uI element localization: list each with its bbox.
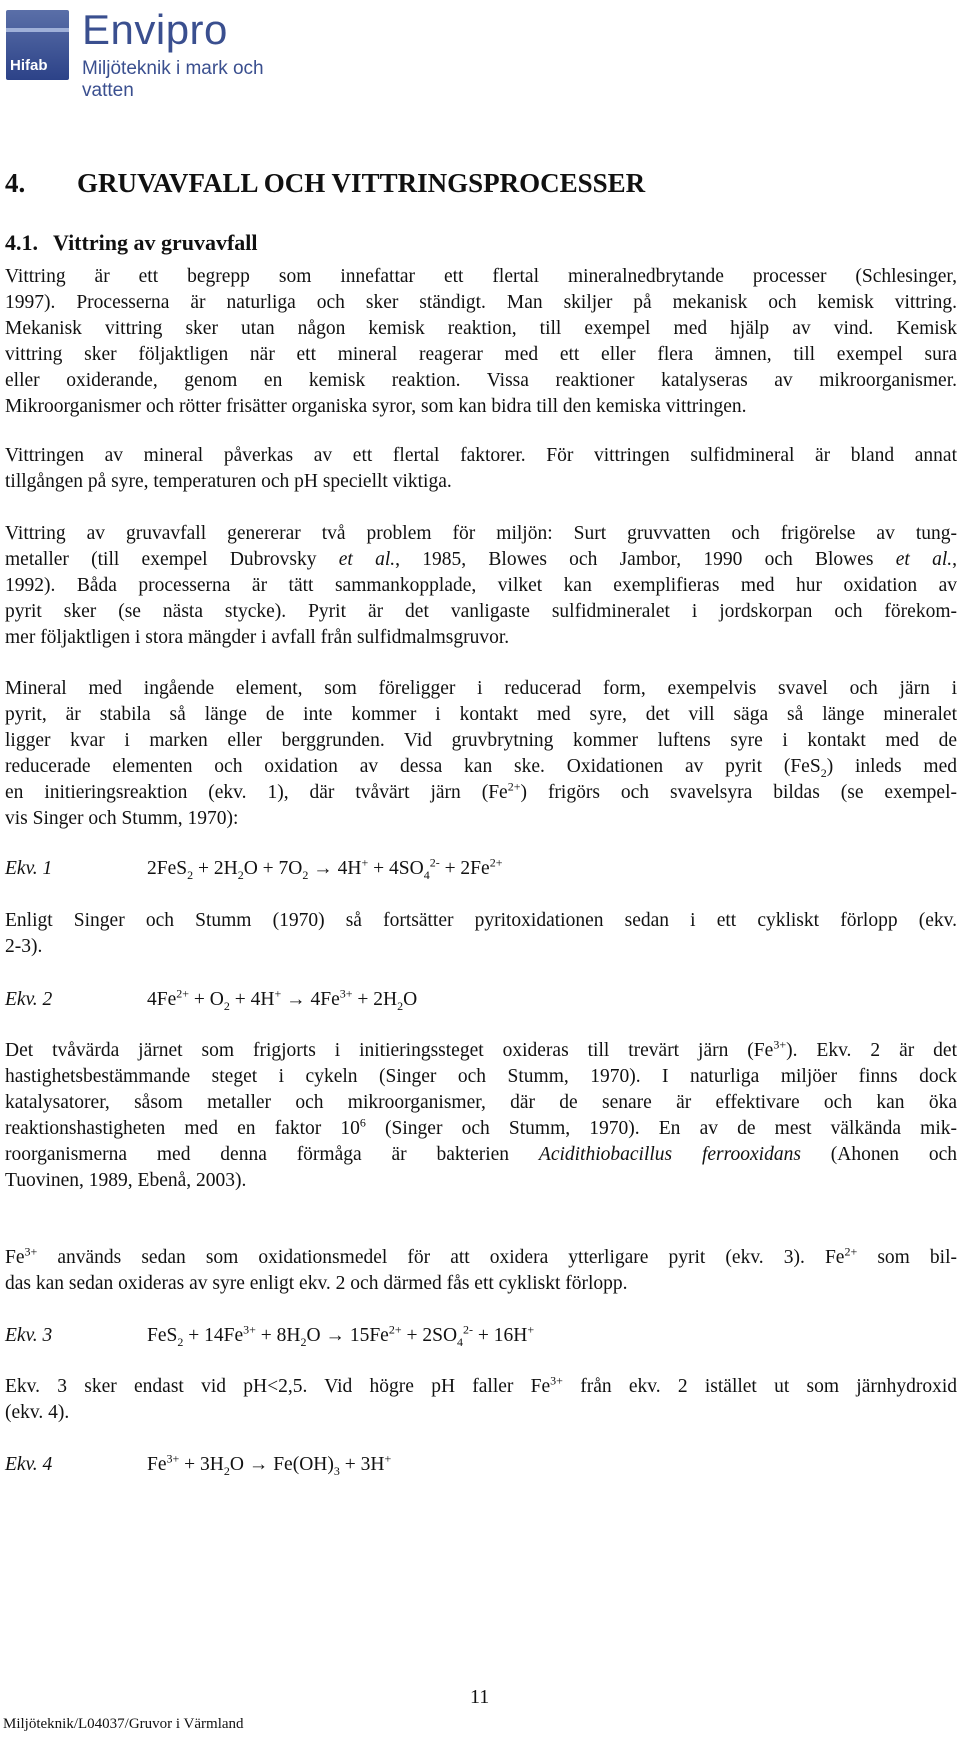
- hifab-logo-mark: [6, 10, 69, 80]
- paragraph-2: [5, 443, 957, 495]
- text-line: 1992). Båda processerna är tätt sammankopplade, vilket kan exemplifieras med hur oxidation av: [5, 575, 957, 596]
- text-line: Tuovinen, 1989, Ebenå, 2003).: [5, 1170, 247, 1191]
- text-line: mer följaktligen i stora mängder i avfall från sulfidmalmsgruvor.: [5, 627, 510, 648]
- paragraph-4: [5, 676, 957, 832]
- document-reference: Miljöteknik/L04037/Gruvor i Värmland: [3, 1716, 244, 1732]
- equation-formula: $Fe^{3+} + 3H_2O \to Fe(OH)_3 + 3H^+$: [147, 1451, 392, 1478]
- text-line: tillgången på syre, temperaturen och pH speciellt viktiga.: [5, 471, 452, 492]
- text-line: pyrit sker (se nästa stycke). Pyrit är det vanligaste sulfidmineralet i jordskorpan och förekom-: [5, 601, 957, 622]
- text-line: das kan sedan oxideras av syre enligt ekv. 2 och därmed fås ett cykliskt förlopp.: [5, 1273, 628, 1294]
- text-line: en initieringsreaktion (ekv. 1), där tvåvärt järn $(Fe^{2+})$ frigörs och svavelsyra bildas (se exempel-: [5, 779, 957, 803]
- text-line: hastighetsbestämmande steget i cykeln (Singer och Stumm, 1970). I naturliga miljöer finns dock: [5, 1066, 957, 1087]
- text-line: Mekanisk vittring sker utan någon kemisk reaktion, till exempel med hjälp av vind. Kemisk: [5, 318, 957, 339]
- equation-label: Ekv. 3: [5, 1325, 53, 1346]
- text-line: Det tvåvärda järnet som frigjorts i initieringssteget oxideras till trevärt järn $(Fe^{3+})$. Ekv. 2 är det: [5, 1037, 957, 1061]
- section-heading: [5, 168, 645, 199]
- equation-label: Ekv. 1: [5, 858, 53, 879]
- paragraph-6: [5, 1038, 957, 1194]
- paragraph-7: [5, 1245, 957, 1297]
- text-line: reaktionshastigheten med en faktor $10^6$ (Singer och Stumm, 1970). En av de mest välkända mik-: [5, 1115, 957, 1139]
- page-number: 11: [470, 1686, 490, 1708]
- equation-formula: $4Fe^{2+} + O_2 + 4H^+ \to 4Fe^{3+} + 2H_2O$: [147, 986, 418, 1013]
- text-line: reducerade elementen och oxidation av dessa kan ske. Oxidationen av pyrit (FeS$_2$) inleds med: [5, 756, 957, 780]
- text-line: $Fe^{3+}$ används sedan som oxidationsmedel för att oxidera ytterligare pyrit (ekv. 3). $Fe^{2+}$ som bil-: [5, 1244, 957, 1268]
- text-line: Ekv. 3 sker endast vid pH<2,5. Vid högre pH faller $Fe^{3+}$ från ekv. 2 istället ut som järnhydroxid: [5, 1373, 957, 1397]
- paragraph-3: [5, 521, 957, 651]
- text-line: eller oxiderande, genom en kemisk reaktion. Vissa reaktioner katalyseras av mikroorganismer.: [5, 370, 957, 391]
- equation-2: [5, 987, 705, 1013]
- equation-4: [5, 1452, 705, 1478]
- text-line: ligger kvar i marken eller berggrunden. Vid gruvbrytning kommer luftens syre i kontakt med de: [5, 730, 957, 751]
- paragraph-8: [5, 1374, 957, 1426]
- text-line: 2-3).: [5, 936, 43, 957]
- text-line: (ekv. 4).: [5, 1402, 70, 1423]
- text-line: Enligt Singer och Stumm (1970) så fortsätter pyritoxidationen sedan i ett cykliskt förlopp (ekv.: [5, 910, 957, 931]
- text-line: Vittring är ett begrepp som innefattar ett flertal mineralnedbrytande processer (Schlesinger,: [5, 266, 957, 287]
- paragraph-1: [5, 264, 957, 420]
- equation-formula: $2FeS_2 + 2H_2O + 7O_2 \to 4H^+ + 4SO_4^{2-} + 2Fe^{2+}$: [147, 855, 503, 882]
- equation-1: [5, 856, 705, 882]
- subsection-title: Vittring av gruvavfall: [53, 230, 258, 255]
- subsection-heading: [5, 230, 258, 256]
- equation-label: Ekv. 4: [5, 1454, 53, 1475]
- text-line: katalysatorer, såsom metaller och mikroorganismer, där de senare är effektivare och kan öka: [5, 1092, 957, 1113]
- text-line: vis Singer och Stumm, 1970):: [5, 808, 239, 829]
- equation-label: Ekv. 2: [5, 989, 53, 1010]
- text-line: 1997). Processerna är naturliga och sker ständigt. Man skiljer på mekanisk och kemisk vittring.: [5, 292, 957, 313]
- text-line: pyrit, är stabila så länge de inte kommer i kontakt med syre, det vill säga så länge mineralet: [5, 704, 957, 725]
- text-line: Vittring av gruvavfall genererar två problem för miljön: Surt gruvvatten och frigörelse av tung-: [5, 523, 957, 544]
- subsection-number: 4.1.: [5, 230, 38, 255]
- equation-formula: $FeS_2 + 14Fe^{3+} + 8H_2O \to 15Fe^{2+} + 2SO_4^{2-} + 16H^+$: [147, 1322, 535, 1349]
- company-logo: [6, 6, 306, 101]
- text-line: Mikroorganismer och rötter frisätter organiska syror, som kan bidra till den kemiska vittringen.: [5, 396, 747, 417]
- text-line: Mineral med ingående element, som föreligger i reducerad form, exempelvis svavel och järn i: [5, 678, 957, 699]
- logo-tagline: Miljöteknik i mark och vatten: [82, 58, 264, 101]
- text-line: roorganismerna med denna förmåga är bakterien Acidithiobacillus ferrooxidans (Ahonen och: [5, 1144, 958, 1165]
- text-line: Vittringen av mineral påverkas av ett flertal faktorer. För vittringen sulfidmineral är bland annat: [5, 445, 957, 466]
- text-line: metaller (till exempel Dubrovsky et al., 1985, Blowes och Jambor, 1990 och Blowes et al.,: [5, 549, 957, 570]
- section-title: GRUVAVFALL OCH VITTRINGSPROCESSER: [77, 168, 646, 198]
- logo-mark-text: Hifab: [10, 57, 48, 74]
- equation-3: [5, 1323, 705, 1349]
- logo-brand-name: Envipro: [82, 6, 228, 53]
- paragraph-5: [5, 908, 957, 960]
- section-number: 4.: [5, 168, 26, 198]
- text-line: vittring sker följaktligen när ett mineral reagerar med ett eller flera ämnen, till exempel sura: [5, 344, 957, 365]
